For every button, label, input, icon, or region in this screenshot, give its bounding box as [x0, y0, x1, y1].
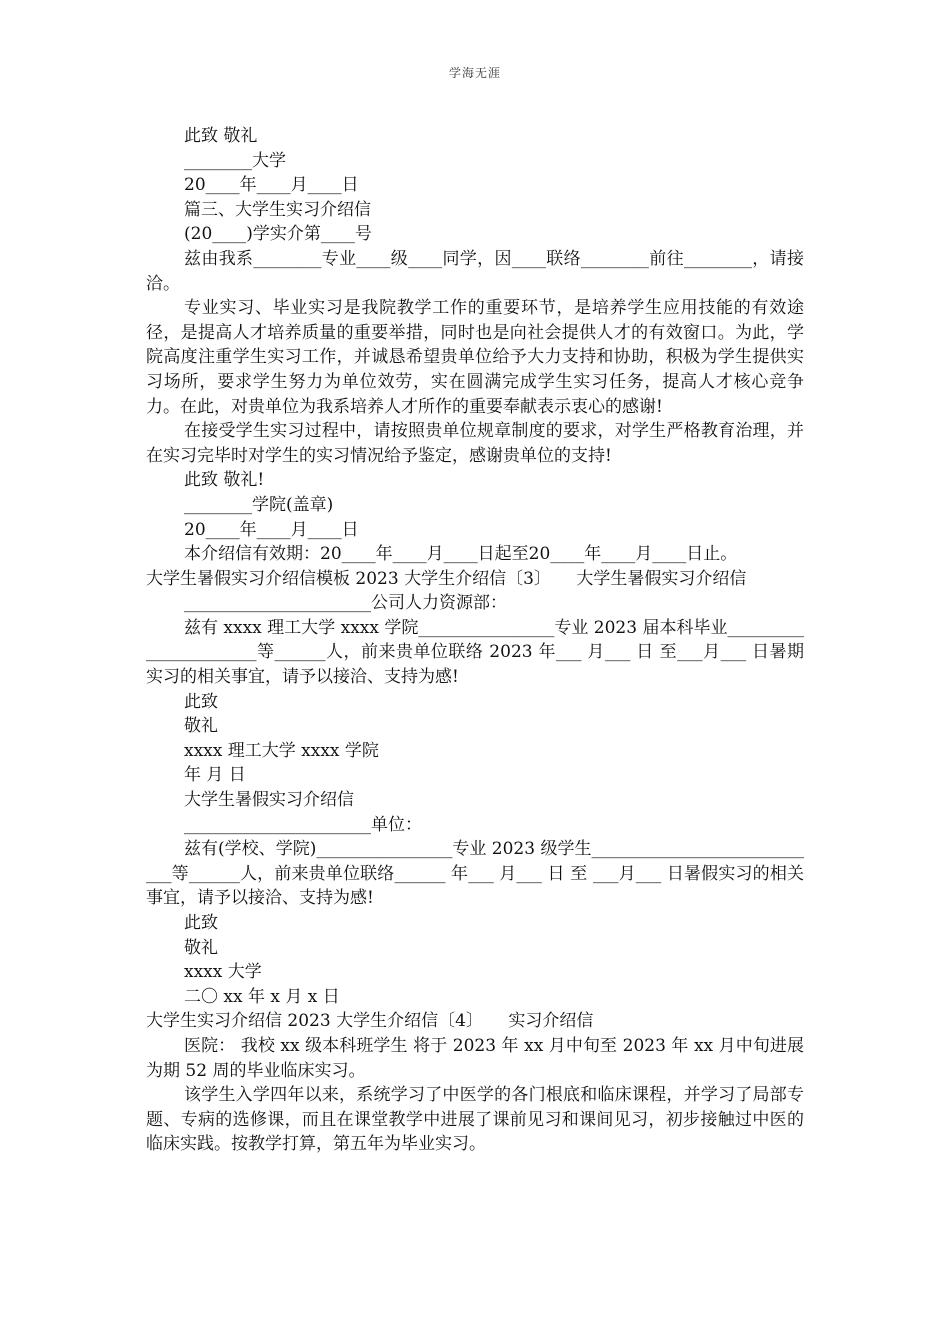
text-line: 20____年____月____日: [184, 519, 359, 540]
document-body: [146, 124, 804, 1157]
text-line: 二〇 xx 年 x 月 x 日: [184, 986, 340, 1007]
text-line: 年 月 日: [184, 765, 246, 786]
paragraph: 专业实习、毕业实习是我院教学工作的重要环节，是培养学生应用技能的有效途径，是提高人才培养质量的重要举措，同时也是向社会提供人才的有效窗口。为此，学院高度注重学生实习工作，并诚恳希望贵单位给予大力支持和协助，积极为学生提供实习场所，要求学生努力为单位效劳，实在圆满完成学生实习任务，提高人才核心竞争力。在此，对贵单位为我系培养人才所作的重要奉献表示衷心的感谢!: [146, 298, 804, 417]
text-line: 此致: [184, 691, 218, 712]
paragraph: 兹有(学校、学院)________________专业 2023 级学生____________________________等______人，前来贵单位联络______ 年___ 月___ 日 至 ___月___ 日暑假实习的相关事宜，请予以接洽、支持为感!: [146, 839, 804, 909]
text-line: 本介绍信有效期：20____年____月____日起至20____年____月____日止。: [184, 544, 738, 565]
section-heading: 大学生实习介绍信 2023 大学生介绍信〔4〕 实习介绍信: [146, 1011, 594, 1032]
paragraph: 该学生入学四年以来，系统学习了中医学的各门根底和临床课程，并学习了局部专题、专病的选修课，而且在课堂教学中进展了课前见习和课间见习，初步接触过中医的临床实践。按教学打算，第五年为毕业实习。: [146, 1085, 804, 1155]
paragraph: 在接受学生实习过程中，请按照贵单位规章制度的要求，对学生严格教育治理，并在实习完毕时对学生的实习情况给予鉴定，感谢贵单位的支持!: [146, 421, 804, 466]
section-heading: 大学生暑假实习介绍信: [184, 790, 354, 811]
text-line: 此致 敬礼!: [184, 470, 265, 491]
text-line: xxxx 理工大学 xxxx 学院: [184, 740, 379, 761]
section-heading: 篇三、大学生实习介绍信: [184, 199, 371, 220]
text-line: ________大学: [184, 150, 286, 171]
paragraph: 兹有 xxxx 理工大学 xxxx 学院________________专业 2023 届本科毕业______________________等______人，前来贵单位联络 2023 年___ 月___ 日 至___月___ 日暑期实习的相关事宜，请予以接洽、支持为感!: [146, 617, 804, 688]
text-line: 20____年____月____日: [184, 175, 359, 196]
text-line: 敬礼: [184, 716, 218, 737]
text-line: ______________________单位：: [184, 814, 422, 835]
page-header: 学海无涯: [448, 66, 501, 80]
text-line: 此致 敬礼: [184, 126, 258, 146]
text-line: ________学院(盖章): [184, 494, 334, 515]
paragraph: 医院： 我校 xx 级本科班学生 将于 2023 年 xx 月中旬至 2023 年 xx 月中旬进展为期 52 周的毕业临床实习。: [146, 1035, 804, 1081]
paragraph: 兹由我系________专业____级____同学，因____联络________前往________，请接洽。: [146, 248, 804, 294]
text-line: 此致: [184, 913, 218, 933]
section-heading: 大学生暑假实习介绍信模板 2023 大学生介绍信〔3〕 大学生暑假实习介绍信: [146, 568, 747, 589]
text-line: (20____)学实介第____号: [184, 224, 372, 245]
text-line: xxxx 大学: [184, 962, 262, 983]
text-line: 敬礼: [184, 937, 218, 958]
text-line: ______________________公司人力资源部：: [184, 593, 507, 614]
